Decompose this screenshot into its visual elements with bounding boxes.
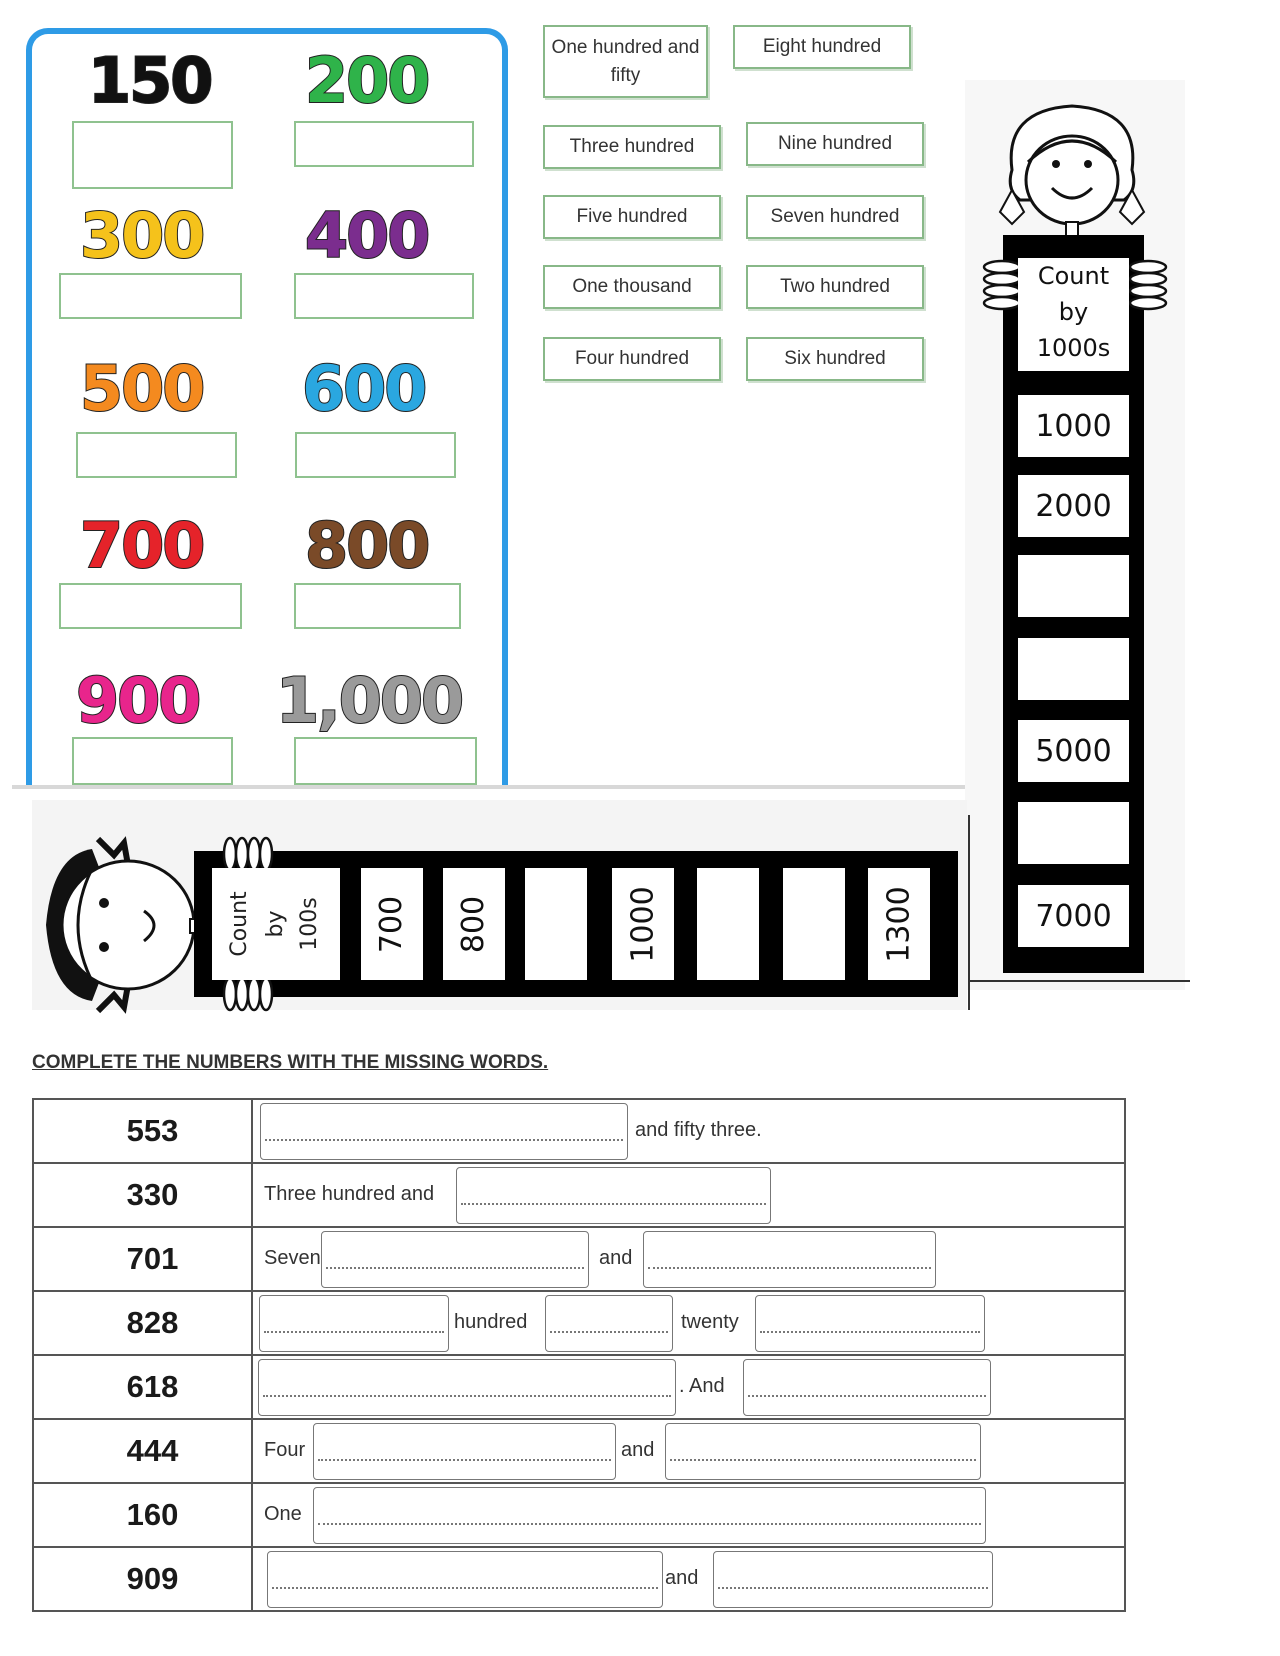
sentence-text: One (264, 1503, 302, 1525)
divider (968, 980, 1190, 982)
ladder-rung: 5000 (1018, 720, 1129, 782)
answer-blank[interactable] (267, 1551, 663, 1608)
girl-face-icon (982, 100, 1162, 240)
answer-blank[interactable] (260, 1103, 628, 1160)
ladder-rung-label: 1000 (625, 885, 661, 963)
exercise-table (32, 1098, 1126, 1612)
sentence-text: Three hundred and (264, 1183, 435, 1205)
answer-blank[interactable] (713, 1551, 993, 1608)
table-row (33, 1483, 1125, 1547)
left-hand-icon (982, 255, 1022, 315)
row-number: 160 (33, 1483, 252, 1547)
ladder-label-line: 1000s (1036, 334, 1111, 362)
table-row (33, 1099, 1125, 1163)
row-number: 701 (33, 1227, 252, 1291)
table-row (33, 1163, 1125, 1227)
ladder-rung: 1000 (1018, 395, 1129, 457)
top-hand-icon (218, 836, 282, 872)
word-card[interactable]: Five hundred (543, 195, 721, 239)
ladder-rung-empty[interactable] (1018, 638, 1129, 700)
bottom-hand-icon (218, 976, 282, 1012)
row-number: 618 (33, 1355, 252, 1419)
row-number: 828 (33, 1291, 252, 1355)
number-300: 300 (80, 199, 204, 272)
ladder-rung-label: 800 (456, 895, 492, 953)
right-hand-icon (1128, 255, 1168, 315)
word-card[interactable]: Eight hundred (733, 25, 911, 69)
drop-box-700[interactable] (59, 583, 242, 629)
sentence-text: . And (679, 1375, 725, 1397)
answer-blank[interactable] (456, 1167, 771, 1224)
ladder-rung: 2000 (1018, 475, 1129, 537)
table-row (33, 1227, 1125, 1291)
number-400: 400 (305, 199, 429, 272)
table-row (33, 1355, 1125, 1419)
sentence-text: and (621, 1439, 655, 1461)
word-card[interactable]: Seven hundred (746, 195, 924, 239)
number-200: 200 (305, 44, 429, 117)
ladder-label-line: Count (227, 891, 252, 957)
number-800: 800 (305, 509, 429, 582)
number-900: 900 (76, 664, 200, 737)
ladder-rung: 7000 (1018, 885, 1129, 947)
ladder-rung-empty[interactable] (697, 868, 759, 980)
ladder-label (212, 868, 340, 980)
ladder-label-line: 100s (297, 897, 322, 951)
ladder-rung-empty[interactable] (1018, 802, 1129, 864)
number-150: 150 (88, 44, 212, 117)
sentence-text: and (665, 1567, 699, 1589)
ladder-rung-empty[interactable] (783, 868, 845, 980)
sentence-text: and fifty three. (635, 1119, 762, 1141)
table-row (33, 1547, 1125, 1611)
answer-blank[interactable] (259, 1295, 449, 1352)
answer-blank[interactable] (743, 1359, 991, 1416)
drop-box-600[interactable] (295, 432, 456, 478)
number-700: 700 (80, 509, 204, 582)
sentence-text: and (599, 1247, 633, 1269)
ladder-rung-label: 1300 (881, 885, 917, 963)
ladder-rung (868, 868, 930, 980)
number-500: 500 (80, 352, 204, 425)
number-1000: 1,000 (276, 664, 463, 737)
answer-blank[interactable] (755, 1295, 985, 1352)
drop-box-150[interactable] (72, 121, 233, 189)
ladder-rung (443, 868, 505, 980)
ladder-rung (361, 868, 423, 980)
word-card[interactable]: Four hundred (543, 337, 721, 381)
row-number: 330 (33, 1163, 252, 1227)
sentence-text: twenty (681, 1311, 739, 1333)
table-row (33, 1419, 1125, 1483)
row-number: 444 (33, 1419, 252, 1483)
number-600: 600 (302, 352, 426, 425)
word-card[interactable]: Three hundred (543, 125, 721, 169)
ladder-label (1018, 258, 1129, 371)
ladder-label-line: by (1058, 298, 1089, 326)
divider (12, 785, 972, 789)
answer-blank[interactable] (545, 1295, 673, 1352)
ladder-rung-empty[interactable] (1018, 555, 1129, 617)
word-card[interactable]: One thousand (543, 265, 721, 309)
word-card[interactable]: Six hundred (746, 337, 924, 381)
ladder-rung (612, 868, 674, 980)
ladder-rung-label: 700 (374, 895, 410, 953)
drop-box-300[interactable] (59, 273, 242, 319)
ladder-label-line: by (263, 910, 288, 938)
answer-blank[interactable] (313, 1423, 616, 1480)
answer-blank[interactable] (313, 1487, 986, 1544)
drop-box-200[interactable] (294, 121, 474, 167)
drop-box-800[interactable] (294, 583, 461, 629)
sentence-text: hundred (454, 1311, 528, 1333)
row-number: 553 (33, 1099, 252, 1163)
row-number: 909 (33, 1547, 252, 1611)
answer-blank[interactable] (258, 1359, 676, 1416)
ladder-rung-empty[interactable] (525, 868, 587, 980)
drop-box-400[interactable] (294, 273, 474, 319)
sentence-text: Four (264, 1439, 306, 1461)
sentence-text: Seven (264, 1247, 321, 1269)
exercise-heading: COMPLETE THE NUMBERS WITH THE MISSING WORDS. (32, 1052, 549, 1073)
word-card[interactable]: One hundred and fifty (543, 25, 708, 98)
drop-box-900[interactable] (72, 737, 233, 785)
word-card[interactable]: Two hundred (746, 265, 924, 309)
answer-blank[interactable] (643, 1231, 936, 1288)
answer-blank[interactable] (665, 1423, 981, 1480)
drop-box-1000[interactable] (294, 737, 477, 785)
ladder-label-line: Count (1037, 262, 1110, 290)
drop-box-500[interactable] (76, 432, 237, 478)
boy-face-icon (32, 835, 202, 1015)
answer-blank[interactable] (321, 1231, 589, 1288)
word-card[interactable]: Nine hundred (746, 122, 924, 166)
table-row (33, 1291, 1125, 1355)
